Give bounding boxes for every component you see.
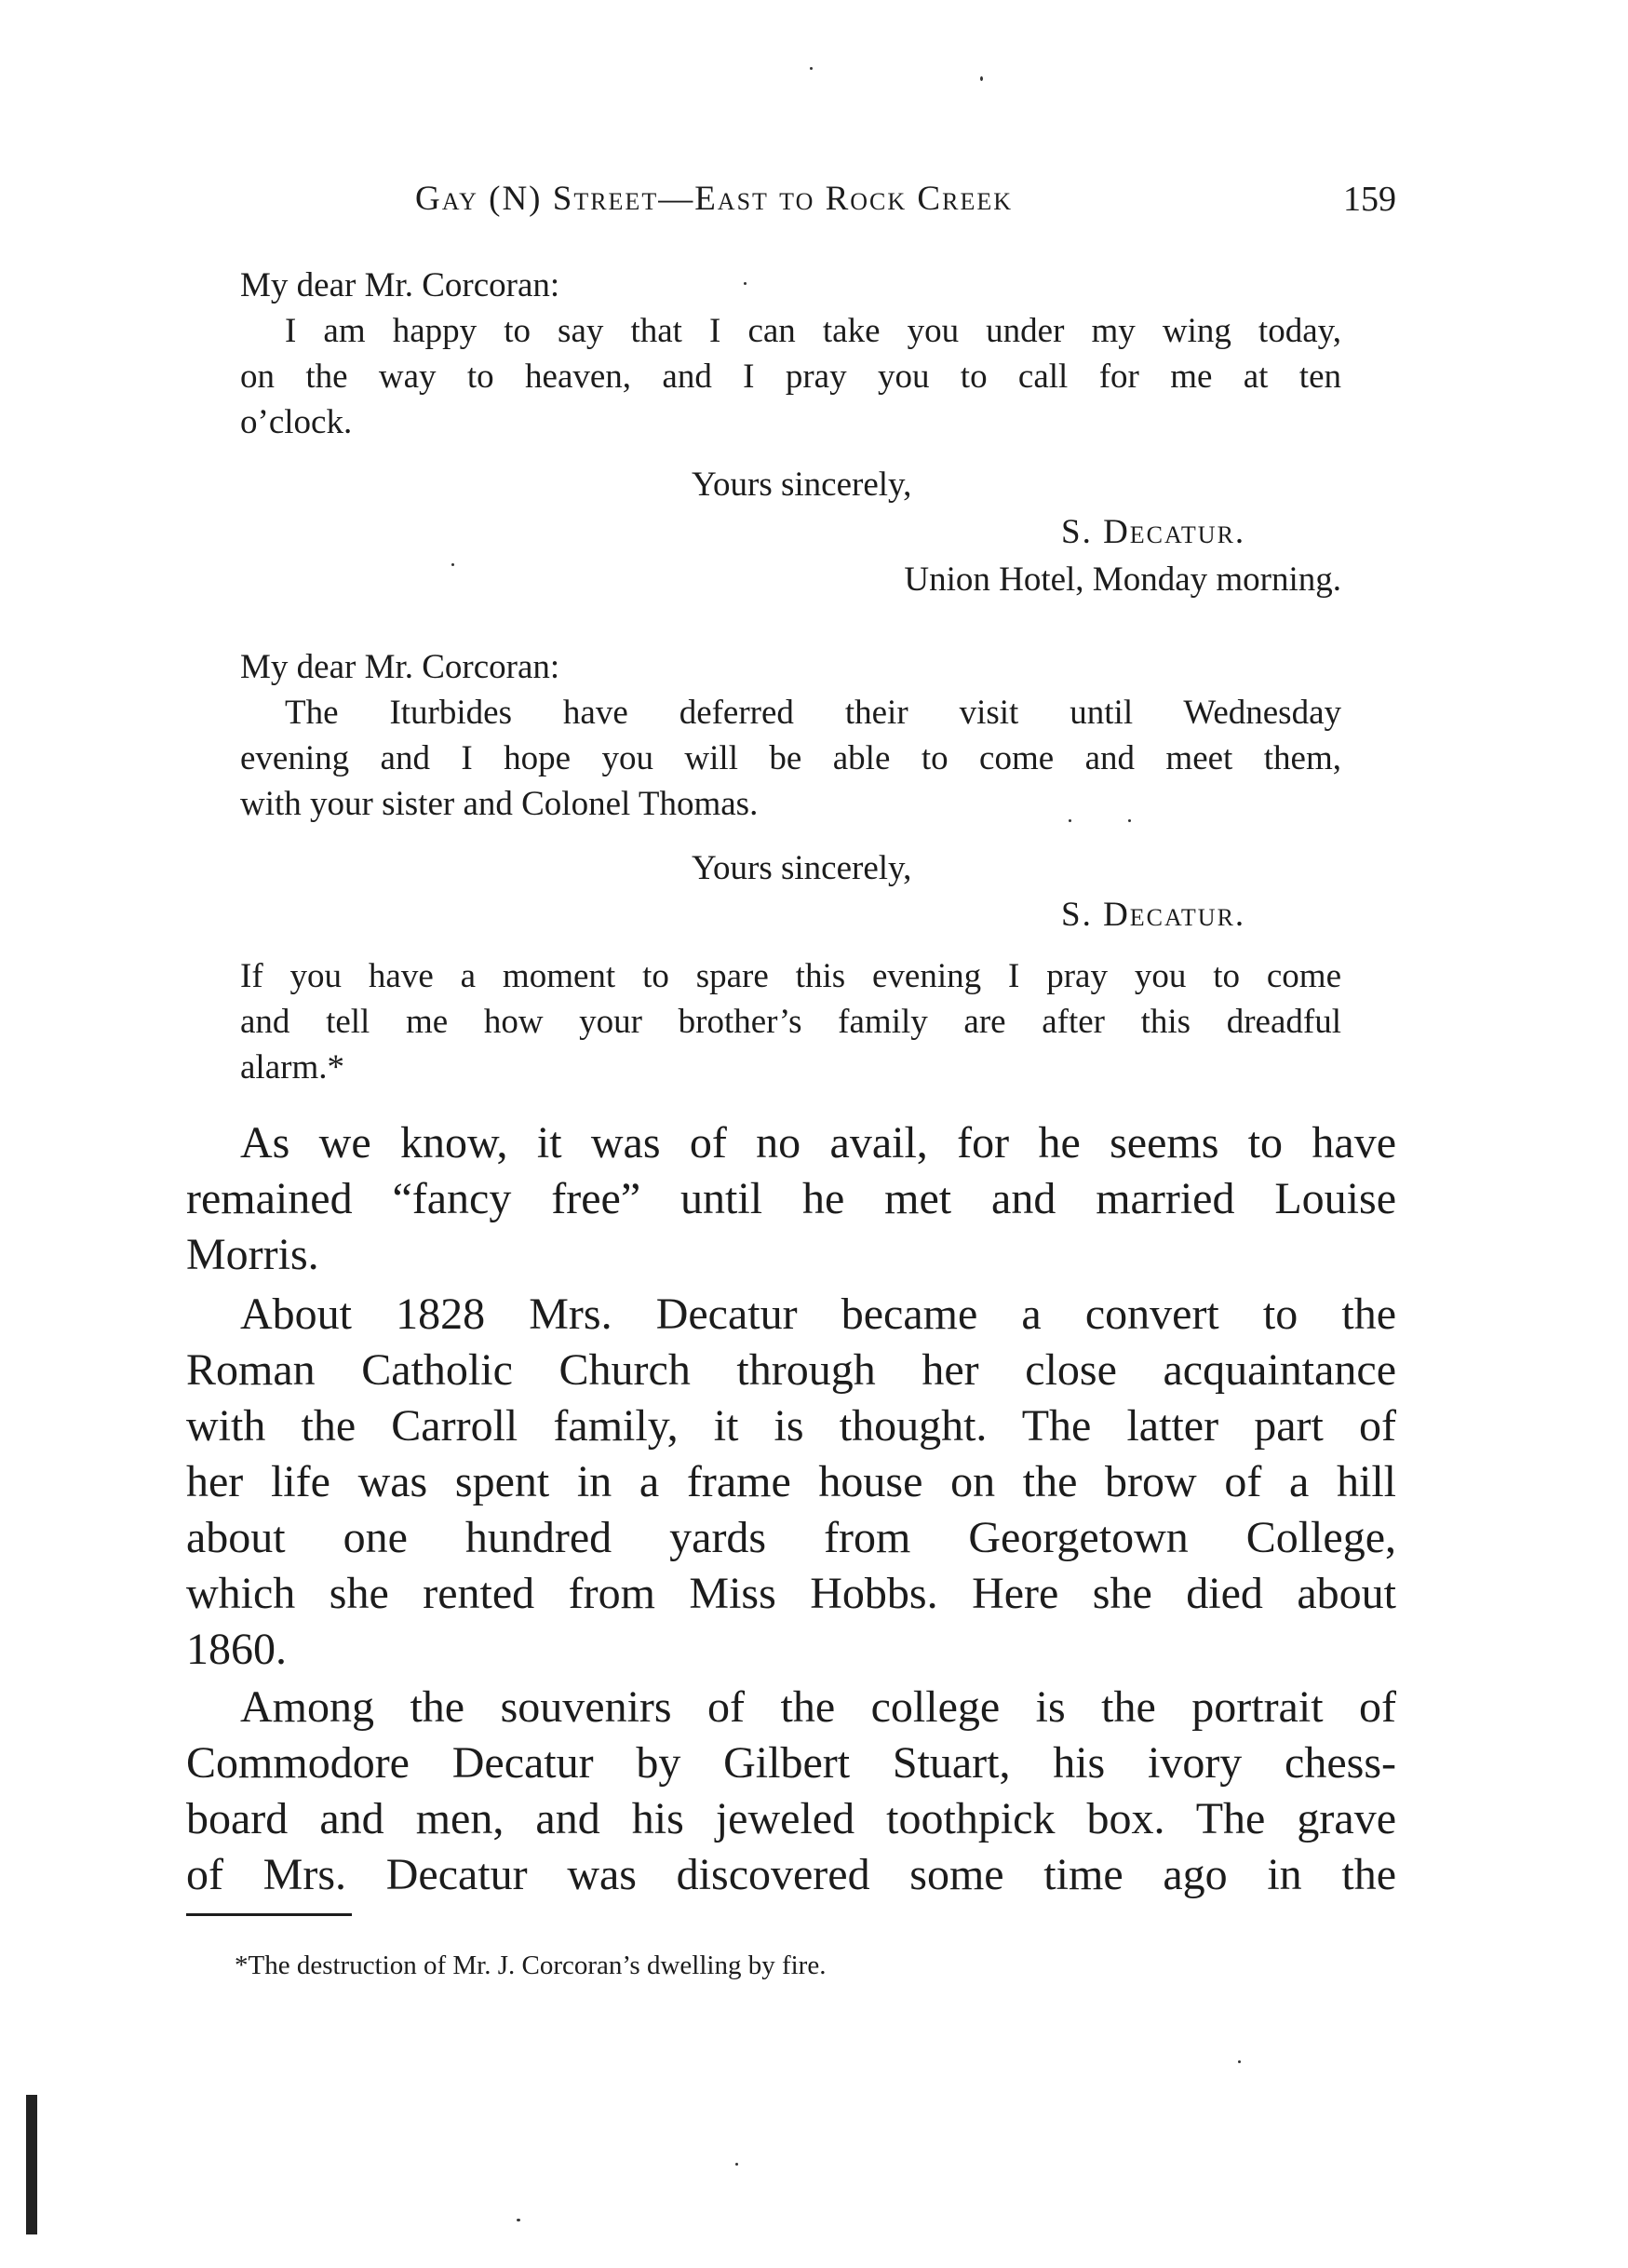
letter-closing: Yours sincerely, xyxy=(692,849,912,887)
page-number: 159 xyxy=(1343,180,1396,219)
scan-speck xyxy=(1238,2060,1241,2063)
letter-signature: S. Decatur. xyxy=(1061,896,1246,934)
scan-edge-mark xyxy=(26,2095,37,2234)
paragraph-2 xyxy=(186,1287,1396,1678)
postscript-line: and tell me how your brother’s family are after this dreadful xyxy=(240,1003,1341,1041)
footnote-rule xyxy=(186,1913,352,1916)
paragraph-line: with the Carroll family, it is thought. The latter part of xyxy=(186,1401,1396,1451)
scan-speck xyxy=(451,563,454,566)
paragraph-line: about one hundred yards from Georgetown College, xyxy=(186,1513,1396,1562)
page-header xyxy=(186,179,1396,235)
letter-signature: S. Decatur. xyxy=(1061,513,1246,551)
scan-speck xyxy=(735,2163,738,2166)
paragraph-line: board and men, and his jeweled toothpick box. The grave xyxy=(186,1794,1396,1843)
scan-speck xyxy=(744,282,747,285)
paragraph-line: remained “fancy free” until he met and married Louise xyxy=(186,1174,1396,1223)
letter-1 xyxy=(240,263,1341,616)
running-title: Gay (N) Street—East to Rock Creek xyxy=(415,180,1013,218)
letter-greeting: My dear Mr. Corcoran: xyxy=(240,266,560,304)
scan-speck xyxy=(1069,819,1071,822)
letter-location: Union Hotel, Monday morning. xyxy=(904,560,1341,599)
paragraph-line: 1860. xyxy=(186,1625,287,1674)
postscript-line: If you have a moment to spare this evening I pray you to come xyxy=(240,957,1341,995)
scan-speck xyxy=(810,67,813,70)
paragraph-line: About 1828 Mrs. Decatur became a convert to the xyxy=(240,1289,1396,1339)
letter-line: evening and I hope you will be able to come and meet them, xyxy=(240,739,1341,777)
paragraph-line: Among the souvenirs of the college is the portrait of xyxy=(240,1682,1396,1732)
letter-closing: Yours sincerely, xyxy=(692,466,912,504)
letter-line: on the way to heaven, and I pray you to call for me at ten xyxy=(240,358,1341,396)
scan-speck xyxy=(980,76,983,81)
paragraph-3 xyxy=(186,1680,1396,1903)
scan-speck xyxy=(517,2219,520,2221)
scan-speck xyxy=(1128,819,1131,822)
paragraph-line: Commodore Decatur by Gilbert Stuart, his ivory chess- xyxy=(186,1738,1396,1788)
paragraph-line: her life was spent in a frame house on the brow of a hill xyxy=(186,1457,1396,1506)
letter-line: I am happy to say that I can take you under my wing today, xyxy=(285,312,1341,350)
letter-line: o’clock. xyxy=(240,403,353,441)
letter-line: The Iturbides have deferred their visit until Wednesday xyxy=(285,694,1341,732)
paragraph-line: Roman Catholic Church through her close acquaintance xyxy=(186,1345,1396,1395)
paragraph-line: which she rented from Miss Hobbs. Here she died about xyxy=(186,1569,1396,1618)
footnote: *The destruction of Mr. J. Corcoran’s dwelling by fire. xyxy=(235,1951,827,1980)
paragraph-line: Morris. xyxy=(186,1230,319,1279)
paragraph-line: As we know, it was of no avail, for he seems to have xyxy=(240,1118,1396,1168)
letter-line: with your sister and Colonel Thomas. xyxy=(240,785,759,823)
postscript-line: alarm.* xyxy=(240,1048,344,1087)
letter-2 xyxy=(240,644,1341,942)
paragraph-1 xyxy=(186,1115,1396,1283)
postscript xyxy=(240,953,1341,1090)
paragraph-line: of Mrs. Decatur was discovered some time ago in the xyxy=(186,1850,1396,1899)
letter-greeting: My dear Mr. Corcoran: xyxy=(240,648,560,686)
